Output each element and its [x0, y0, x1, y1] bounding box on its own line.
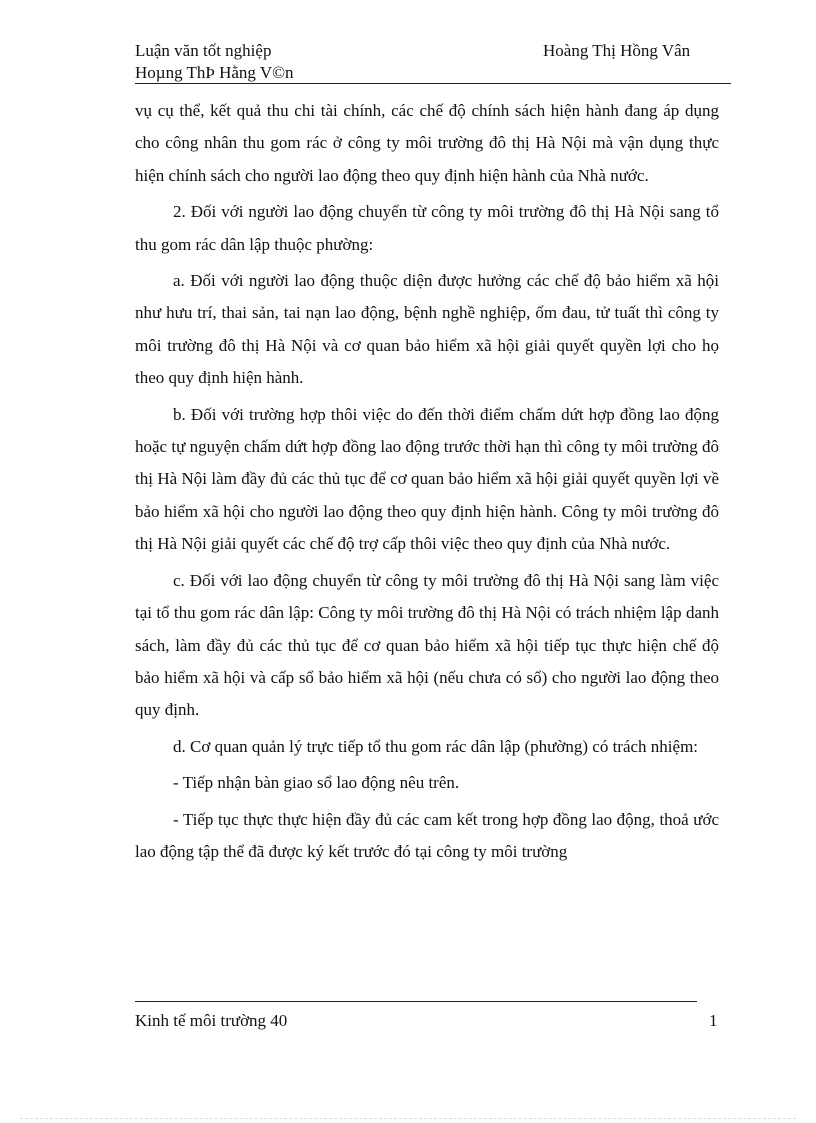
paragraph-continuation: vụ cụ thể, kết quả thu chi tài chính, các chế độ chính sách hiện hành đang áp dụng cho công nhân thu gom rác ở công ty môi trường đô thị Hà Nội mà vận dụng thực hiện chính sách cho người lao động theo quy định hiện hành của Nhà nước. — [135, 101, 719, 185]
paragraph-item-b: b. Đối với trường hợp thôi việc do đến thời điểm chấm dứt hợp đồng lao động hoặc tự nguyện chấm dứt hợp đồng lao động trước thời hạn thì công ty môi trường đô thị Hà Nội làm đầy đủ các thủ tục để cơ quan bảo hiểm xã hội giải quyết quyền lợi về bảo hiểm xã hội cho người lao động theo quy định hiện hành. Công ty môi trường đô thị Hà Nội giải quyết các chế độ trợ cấp thôi việc theo quy định của Nhà nước. — [135, 404, 719, 554]
footer-divider — [135, 1001, 697, 1002]
paragraph-section-2: 2. Đối với người lao động chuyển từ công ty môi trường đô thị Hà Nội sang tổ thu gom rác dân lập thuộc phường: — [135, 202, 719, 254]
paragraph-item-a: a. Đối với người lao động thuộc diện được hưởng các chế độ bảo hiểm xã hội như hưu trí, thai sản, tai nạn lao động, bệnh nghề nghiệp, ốm đau, tử tuất thì công ty môi trường đô thị Hà Nội và cơ quan bảo hiểm xã hội giải quyết quyền lợi cho họ theo quy định hiện hành. — [135, 271, 719, 388]
body-text — [135, 95, 719, 872]
page-edge-divider — [20, 1118, 796, 1119]
paragraph-bullet-2: - Tiếp tục thực thực hiện đầy đủ các cam kết trong hợp đồng lao động, thoả ước lao động tập thể đã được ký kết trước đó tại công ty môi trường — [135, 809, 719, 861]
paragraph-item-d: d. Cơ quan quản lý trực tiếp tổ thu gom rác dân lập (phường) có trách nhiệm: — [173, 736, 699, 756]
page-number: 1 — [709, 1011, 718, 1030]
header-author-name-garbled: Hoµng ThÞ Hằng V©n — [135, 63, 294, 82]
header-author-name: Hoàng Thị Hồng Vân — [543, 41, 691, 60]
header-thesis-label: Luận văn tốt nghiệp — [135, 41, 272, 60]
paragraph-bullet-1: - Tiếp nhận bàn giao sổ lao động nêu trên. — [173, 773, 460, 793]
header-divider — [135, 83, 731, 84]
paragraph-item-c: c. Đối với lao động chuyển từ công ty môi trường đô thị Hà Nội sang làm việc tại tổ thu gom rác dân lập: Công ty môi trường đô thị Hà Nội có trách nhiệm lập danh sách, làm đầy đủ các thủ tục để cơ quan bảo hiểm xã hội tiếp tục thực hiện chế độ bảo hiểm xã hội và cấp sổ bảo hiểm xã hội (nếu chưa có sổ) cho người lao động theo quy định. — [135, 570, 719, 720]
footer-label: Kinh tế môi trường 40 — [135, 1011, 288, 1030]
